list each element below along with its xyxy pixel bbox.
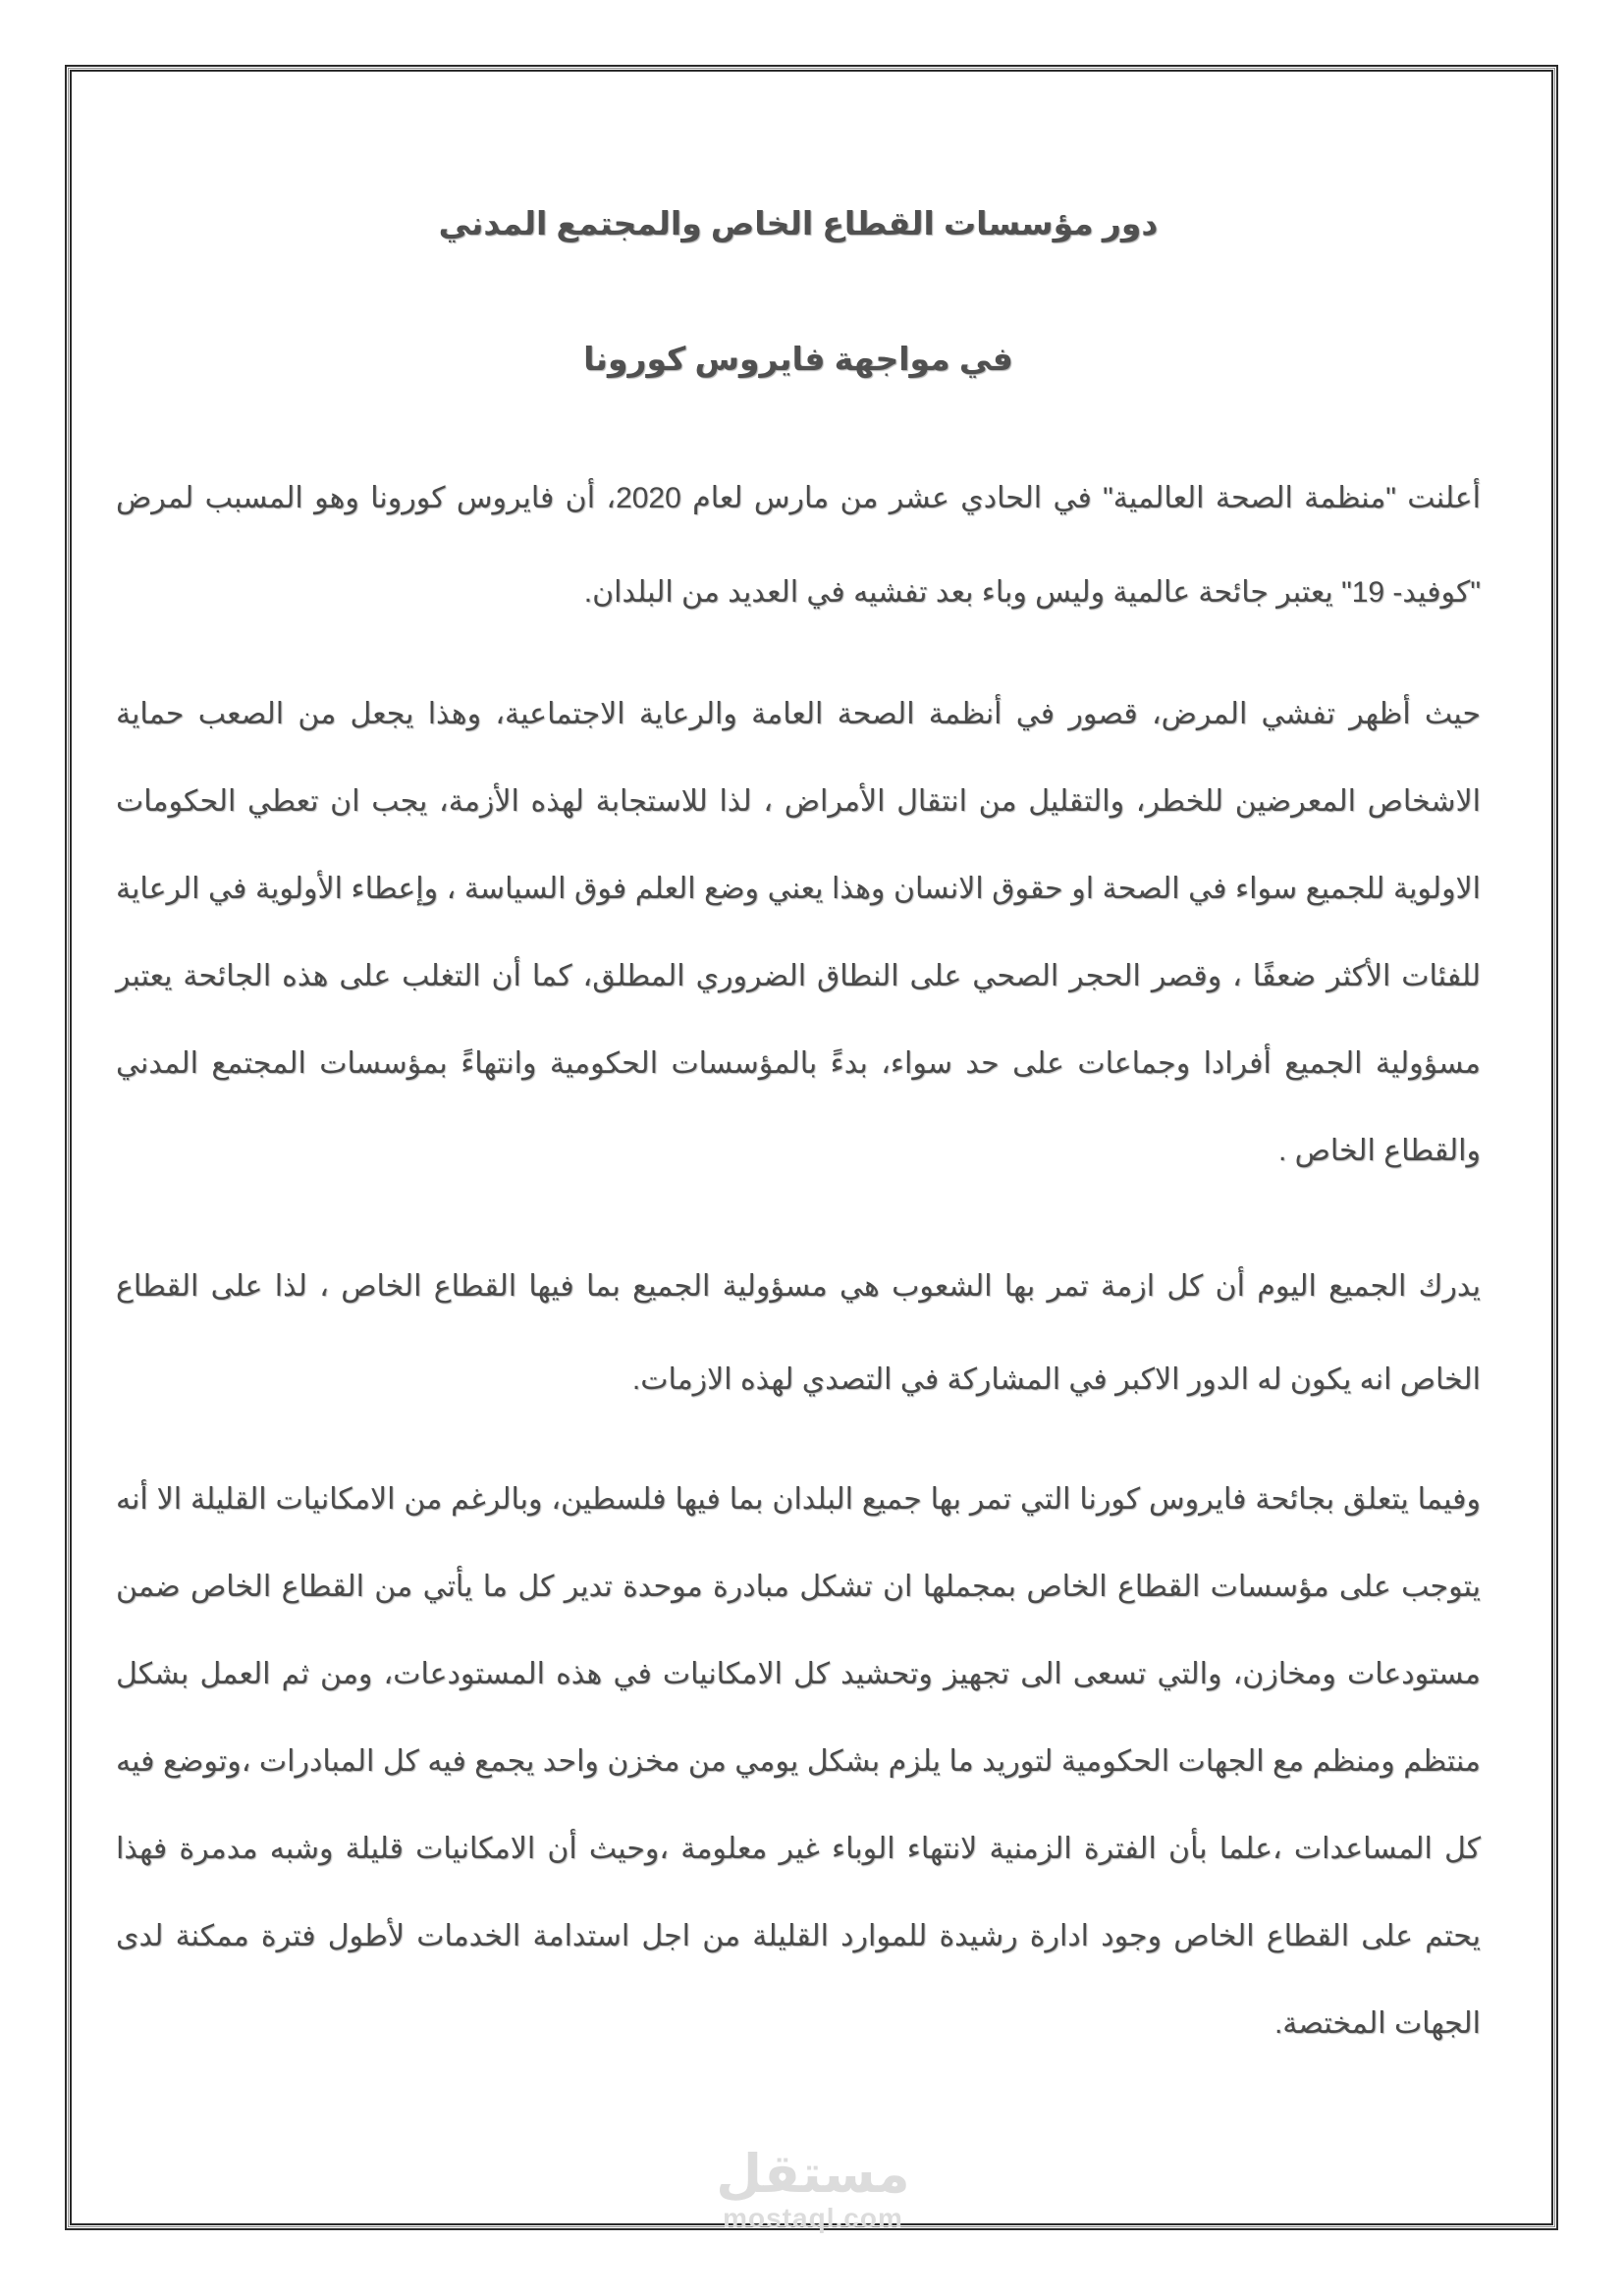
document-title-line-2: في مواجهة فايروس كورونا [583,341,1013,377]
mostaql-watermark [715,2145,911,2233]
paragraph-who-announcement: أعلنت "منظمة الصحة العالمية" في الحادي عشر من مارس لعام 2020، أن فايروس كورونا وهو المسبب لمرض "كوفيد- 19" يعتبر جائحة عالمية وليس وباء بعد تفشيه في العديد من البلدان. [116,482,1481,609]
paragraph-unified-initiative: وفيما يتعلق بجائحة فايروس كورنا التي تمر بها جميع البلدان بما فيها فلسطين، وبالرغم من الامكانيات القليلة الا أنه يتوجب على مؤسسات القطاع الخاص بمجملها ان تشكل مبادرة موحدة تدير كل ما يأتي من القطاع الخاص ضمن مستودعات ومخازن، والتي تسعى الى تجهيز وتحشيد كل الامكانيات في هذه المستودعات، ومن ثم العمل بشكل منتظم ومنظم مع الجهات الحكومية لتوريد ما يلزم بشكل يومي من مخزن واحد يجمع فيه كل المبادرات ،وتوضع فيه كل المساعدات ،علما بأن الفترة الزمنية لانتهاء الوباء غير معلومة ،وحيث أن الامكانيات قليلة وشبه مدمرة فهذا يحتم على القطاع الخاص وجود ادارة رشيدة للموارد القليلة من اجل استدامة الخدمات لأطول فترة ممكنة لدى الجهات المختصة. [116,1483,1481,2040]
watermark-url: mostaql.com [723,2203,903,2233]
paragraph-health-systems: حيث أظهر تفشي المرض، قصور في أنظمة الصحة العامة والرعاية الاجتماعية، وهذا يجعل من الصعب حماية الاشخاص المعرضين للخطر، والتقليل من انتقال الأمراض ، لذا للاستجابة لهذه الأزمة، يجب ان تعطي الحكومات الاولوية للجميع سواء في الصحة او حقوق الانسان وهذا يعني وضع العلم فوق السياسة ، وإعطاء الأولوية في الرعاية للفئات الأكثر ضعفًا ، وقصر الحجر الصحي على النطاق الضروري المطلق، كما أن التغلب على هذه الجائحة يعتبر مسؤولية الجميع أفرادا وجماعات على حد سواء، بدءً بالمؤسسات الحكومية وانتهاءً بمؤسسات المجتمع المدني والقطاع الخاص . [116,698,1481,1167]
paragraph-private-sector-role: يدرك الجميع اليوم أن كل ازمة تمر بها الشعوب هي مسؤولية الجميع بما فيها القطاع الخاص ، لذا على القطاع الخاص انه يكون له الدور الاكبر في المشاركة في التصدي لهذه الازمات. [116,1270,1481,1396]
watermark-logo: مستقل [716,2145,910,2204]
document-title-line-1: دور مؤسسات القطاع الخاص والمجتمع المدني [438,205,1159,241]
